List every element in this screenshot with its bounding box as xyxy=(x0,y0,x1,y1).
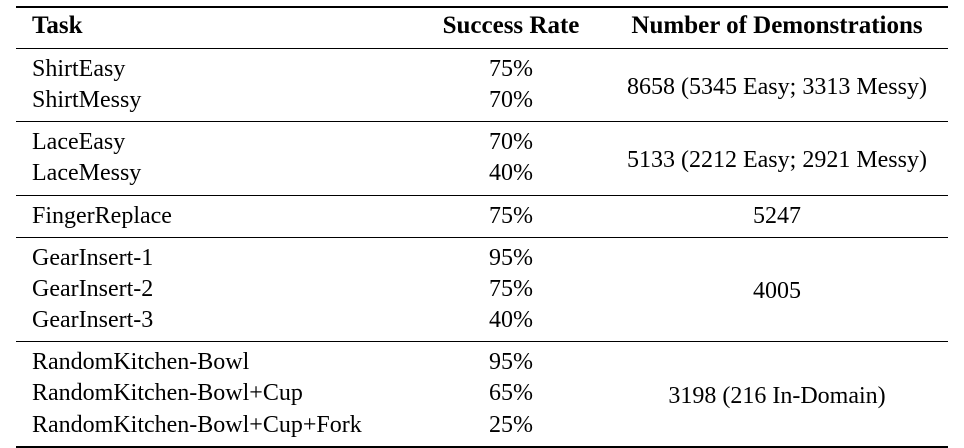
cell-success-rate: 75% xyxy=(489,275,533,302)
cell-demonstrations: 4005 xyxy=(606,237,948,342)
table-header-row xyxy=(16,7,948,48)
cell-success-rate: 40% xyxy=(489,307,533,334)
cell-success-rate: 40% xyxy=(489,160,533,187)
cell-success-rate: 70% xyxy=(416,122,606,159)
cell-success-rate: 65% xyxy=(489,380,533,407)
cell-success-rate: 95% xyxy=(416,237,606,274)
cell-task: RandomKitchen-Bowl xyxy=(16,342,416,379)
column-header-demonstrations: Number of Demonstrations xyxy=(606,7,948,48)
cell-task: GearInsert-2 xyxy=(32,275,154,302)
table-row xyxy=(16,237,948,274)
table-row xyxy=(16,195,948,237)
cell-demonstrations: 3198 (216 In-Domain) xyxy=(606,342,948,447)
cell-task: LaceEasy xyxy=(16,122,416,159)
results-table xyxy=(16,6,948,448)
cell-success-rate: 70% xyxy=(489,86,533,113)
cell-task: RandomKitchen-Bowl+Cup+Fork xyxy=(32,411,362,438)
cell-task: ShirtMessy xyxy=(32,86,142,113)
cell-task: GearInsert-1 xyxy=(16,237,416,274)
cell-task: FingerReplace xyxy=(16,195,416,237)
cell-task: GearInsert-3 xyxy=(32,307,154,334)
cell-success-rate: 75% xyxy=(416,195,606,237)
cell-task: ShirtEasy xyxy=(16,48,416,85)
cell-success-rate: 75% xyxy=(416,48,606,85)
cell-task: RandomKitchen-Bowl+Cup xyxy=(32,380,303,407)
table-row xyxy=(16,342,948,379)
table-row xyxy=(16,122,948,159)
cell-success-rate: 25% xyxy=(489,411,533,438)
cell-task: LaceMessy xyxy=(32,160,142,187)
column-header-success-rate: Success Rate xyxy=(416,7,606,48)
cell-demonstrations: 8658 (5345 Easy; 3313 Messy) xyxy=(606,48,948,121)
table-body xyxy=(16,48,948,448)
cell-success-rate: 95% xyxy=(416,342,606,379)
column-header-task: Task xyxy=(16,7,416,48)
cell-demonstrations: 5247 xyxy=(606,195,948,237)
cell-demonstrations: 5133 (2212 Easy; 2921 Messy) xyxy=(606,122,948,195)
table-row xyxy=(16,48,948,85)
table-header xyxy=(16,7,948,48)
